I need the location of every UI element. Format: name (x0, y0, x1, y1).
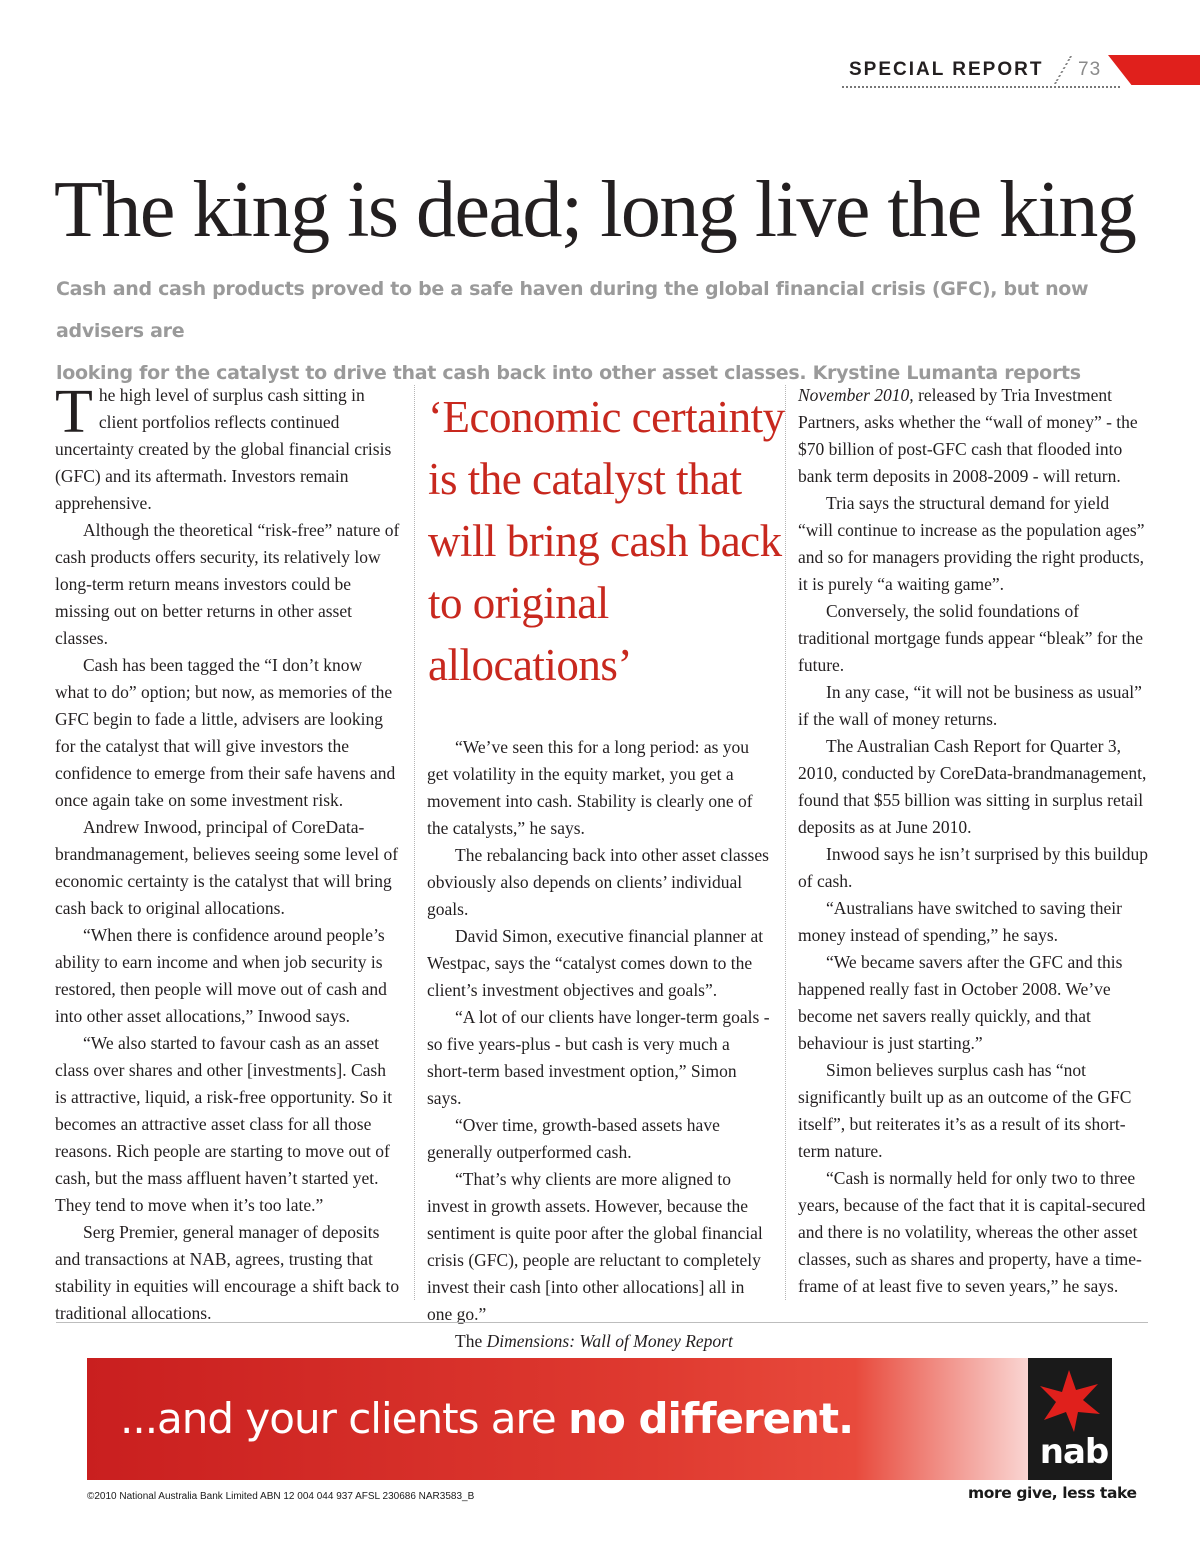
paragraph: “That’s why clients are more aligned to invest in growth assets. However, because the sentiment is quite poor after the global financial crisis (GFC), people are reluctant to completely invest their cash [into other allocations] all in one go.” (427, 1169, 763, 1324)
paragraph: Simon believes surplus cash has “not significantly built up as an outcome of the GFC itself”, but reiterates it’s as a result of its short-term nature. (798, 1060, 1132, 1161)
article-title: The king is dead; long live the king (54, 166, 1136, 254)
header-red-band (1108, 55, 1200, 85)
paragraph: “We also started to favour cash as an asset class over shares and other [investments]. Cash is attractive, liquid, a risk-free opportunity. So it becomes an attractive asset class for all those reasons. Rich people are starting to move out of cash, but the mass affluent haven’t started yet. They tend to move when it’s too late.” (55, 1033, 393, 1215)
header-dotted-rule (842, 86, 1120, 88)
article-standfirst (56, 268, 1166, 394)
advert-legal: ©2010 National Australia Bank Limited ABN 12 004 044 937 AFSL 230686 NAR3583_B (87, 1491, 475, 1502)
paragraph: The Australian Cash Report for Quarter 3, 2010, conducted by CoreData-brandmanagement, found that $55 billion was sitting in surplus retail deposits as at June 2010. (798, 736, 1147, 837)
paragraph (55, 378, 400, 517)
paragraph: Tria says the structural demand for yield “will continue to increase as the population ages” and so for managers providing the right products, it is purely “a waiting game”. (798, 493, 1145, 594)
paragraph-text: released by Tria Investment Partners, asks whether the “wall of money” - the $70 billion of post-GFC cash that flooded into bank term deposits in 2008-2009 - will return. (798, 385, 1138, 486)
standfirst-line-1: Cash and cash products proved to be a safe haven during the global financial crisis (GFC), but now advisers are (56, 278, 1089, 342)
paragraph (427, 1328, 772, 1355)
paragraph: Andrew Inwood, principal of CoreData-brandmanagement, believes seeing some level of economic certainty is the catalyst that will bring cash back to original allocations. (55, 817, 399, 918)
advert-tagline-regular: ...and your clients are (120, 1394, 569, 1443)
nab-star-icon (1036, 1368, 1102, 1434)
paragraph: “Cash is normally held for only two to three years, because of the fact that it is capital-secured and there is no volatility, whereas the other asset classes, such as shares and property, have a time-frame of at least five to seven years,” he says. (798, 1168, 1146, 1296)
header-divider (1054, 56, 1074, 84)
column-3 (798, 382, 1148, 1300)
paragraph: “When there is confidence around people’s ability to earn income and when job security is restored, then people will move out of cash and into other asset allocations,” Inwood says. (55, 925, 387, 1026)
advert-tagline (120, 1394, 853, 1443)
nab-slogan: more give, less take (968, 1484, 1137, 1502)
drop-cap: T (55, 378, 93, 446)
column-1 (55, 378, 400, 1327)
paragraph: “We’ve seen this for a long period: as you get volatility in the equity market, you get a movement into cash. Stability is clearly one of the catalysts,” he says. (427, 737, 753, 838)
standfirst-line-2: looking for the catalyst to drive that cash back into other asset classes. Krystine Lumanta reports (56, 362, 1081, 384)
paragraph: David Simon, executive financial planner at Westpac, says the “catalyst comes down to the client’s investment objectives and goals”. (427, 926, 764, 1000)
report-date: November 2010, (798, 385, 914, 405)
report-title: Dimensions: Wall of Money Report (486, 1331, 733, 1351)
paragraph-text: he high level of surplus cash sitting in client portfolios reflects continued uncertainty created by the global financial crisis (GFC) and its aftermath. Investors remain apprehensive. (55, 385, 392, 513)
paragraph: In any case, “it will not be business as usual” if the wall of money returns. (798, 682, 1142, 729)
nab-logo-text: nab (1039, 1432, 1109, 1472)
paragraph: “Over time, growth-based assets have generally outperformed cash. (427, 1115, 720, 1162)
paragraph: “A lot of our clients have longer-term goals - so five years-plus - but cash is very much a short-term based investment option,” Simon says. (427, 1007, 770, 1108)
column-2 (427, 734, 772, 1355)
paragraph: “Australians have switched to saving their money instead of spending,” he says. (798, 898, 1122, 945)
paragraph: Inwood says he isn’t surprised by this buildup of cash. (798, 844, 1148, 891)
paragraph: The rebalancing back into other asset classes obviously also depends on clients’ individual goals. (427, 845, 769, 919)
footer-rule (56, 1322, 1148, 1323)
page-number: 73 (1078, 59, 1102, 80)
section-label: SPECIAL REPORT (849, 59, 1044, 80)
paragraph: Although the theoretical “risk-free” nature of cash products offers security, its relatively low long-term return means investors could be missing out on better returns in other asset classes. (55, 520, 400, 648)
paragraph: Serg Premier, general manager of deposits and transactions at NAB, agrees, trusting that stability in equities will encourage a shift back to traditional allocations. (55, 1222, 400, 1323)
report-prefix: The (455, 1331, 487, 1351)
paragraph: Cash has been tagged the “I don’t know what to do” option; but now, as memories of the GFC begin to fade a little, advisers are looking for the catalyst that will give investors the confidence to emerge from their safe havens and once again take on some investment risk. (55, 655, 396, 810)
paragraph: “We became savers after the GFC and this happened really fast in October 2008. We’ve become net savers really quickly, and that behaviour is just starting.” (798, 952, 1123, 1053)
paragraph (798, 382, 1148, 490)
paragraph: Conversely, the solid foundations of traditional mortgage funds appear “bleak” for the future. (798, 601, 1143, 675)
column-rule-1 (414, 385, 415, 1300)
advert-tagline-bold: no different. (568, 1394, 854, 1443)
pull-quote: ‘Economic certainty is the catalyst that will bring cash back to original allocations’ (428, 392, 785, 690)
